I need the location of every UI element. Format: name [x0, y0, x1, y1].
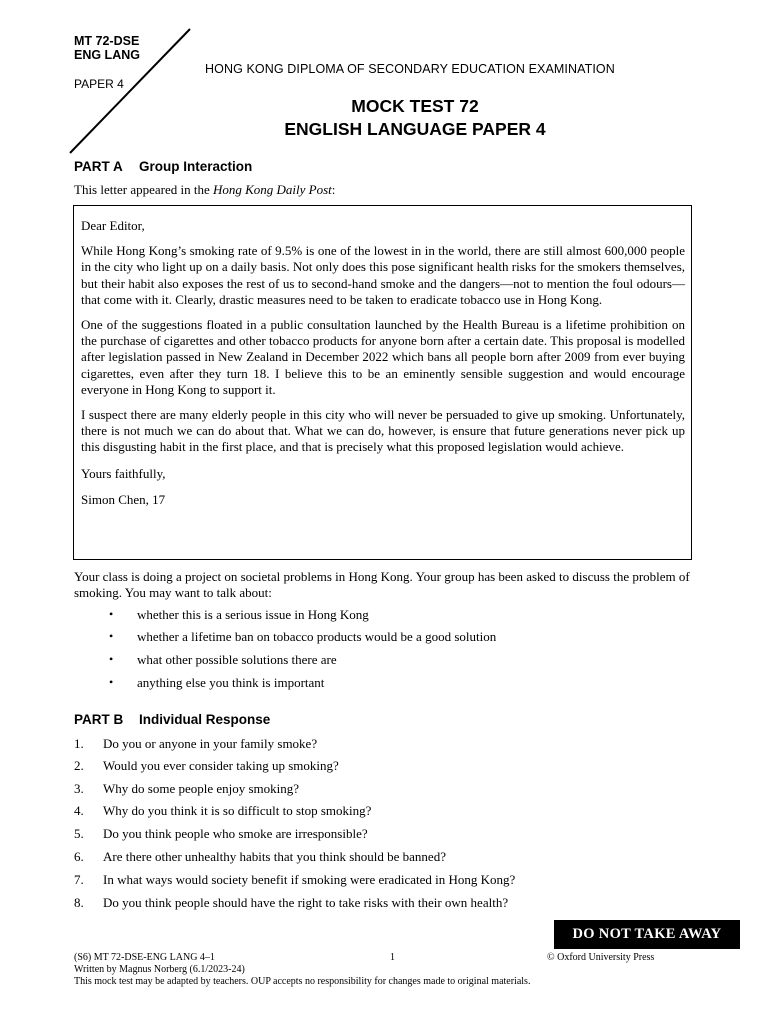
- exam-name: HONG KONG DIPLOMA OF SECONDARY EDUCATION EXAMINATION: [205, 62, 615, 76]
- letter-paragraph-1: While Hong Kong’s smoking rate of 9.5% is one of the lowest in in the world, there are still almost 600,000 people in the city who light up on a daily basis. Not only does this pose significant health risks for the smokers themselves, but their habit also exposes the rest of us to second-hand smoke and the dangers—not to mention the foul odours—that come with it. Clearly, drastic measures need to be taken to eradicate tobacco use in Hong Kong.: [81, 243, 685, 307]
- intro-prefix: This letter appeared in the: [74, 182, 213, 197]
- footer-author: Written by Magnus Norberg (6.1/2023-24): [74, 964, 245, 975]
- part-a-heading: [74, 159, 252, 174]
- question-text: Do you or anyone in your family smoke?: [103, 736, 318, 751]
- question-text: Why do some people enjoy smoking?: [103, 781, 300, 796]
- part-b-label: PART B: [74, 712, 124, 727]
- letter-closing: Yours faithfully,: [81, 465, 166, 481]
- part-a-title: Group Interaction: [139, 159, 253, 174]
- paper-code-line1: MT 72-DSE: [74, 34, 140, 48]
- footer-code: (S6) MT 72-DSE-ENG LANG 4–1: [74, 952, 215, 963]
- footer-copyright: © Oxford University Press: [547, 952, 655, 963]
- do-not-take-away-banner: DO NOT TAKE AWAY: [554, 920, 740, 949]
- part-b-heading: [74, 712, 270, 727]
- question-number: 7.: [74, 872, 84, 887]
- footer-disclaimer: This mock test may be adapted by teachers. OUP accepts no responsibility for changes made to original materials.: [74, 976, 531, 987]
- bullet-text: what other possible solutions there are: [137, 652, 337, 667]
- part-b-title: Individual Response: [139, 712, 271, 727]
- letter-salutation: Dear Editor,: [81, 218, 145, 233]
- question-number: 6.: [74, 849, 84, 864]
- question-number: 1.: [74, 736, 84, 751]
- question-text: Would you ever consider taking up smoking?: [103, 758, 339, 773]
- bullet-text: anything else you think is important: [137, 675, 325, 690]
- bullet-icon: •: [109, 675, 114, 689]
- bullet-text: whether this is a serious issue in Hong Kong: [137, 607, 369, 622]
- letter-paragraph-2: One of the suggestions floated in a public consultation launched by the Health Bureau is a lifetime prohibition on the purchase of cigarettes and other tobacco products for anyone born after a certain date. This proposal is modelled after legislation passed in New Zealand in December 2022 which bans all people born after 2009 from ever buying cigarettes, even after they turn 18. I believe this to be an eminently sensible suggestion and would encourage everyone in Hong Kong to support it.: [81, 317, 685, 397]
- letter-intro: [74, 182, 335, 198]
- task-description: Your class is doing a project on societal problems in Hong Kong. Your group has been asked to discuss the problem of smoking. You may want to talk about:: [74, 569, 690, 600]
- bullet-text: whether a lifetime ban on tobacco products would be a good solution: [137, 629, 497, 644]
- question-number: 2.: [74, 758, 84, 773]
- paper-code-line2: ENG LANG: [74, 48, 140, 62]
- title-line-1: MOCK TEST 72: [351, 96, 479, 116]
- corner-diagonal-line: [0, 0, 200, 160]
- question-number: 3.: [74, 781, 84, 796]
- bullet-icon: •: [109, 607, 114, 621]
- question-text: Why do you think it is so difficult to stop smoking?: [103, 803, 372, 818]
- part-a-label: PART A: [74, 159, 123, 174]
- bullet-icon: •: [109, 652, 114, 666]
- question-text: Are there other unhealthy habits that you think should be banned?: [103, 849, 446, 864]
- question-number: 8.: [74, 895, 84, 910]
- page-number: 1: [390, 952, 395, 963]
- letter-box: [73, 205, 692, 560]
- paper-number: PAPER 4: [74, 77, 124, 91]
- letter-signature: Simon Chen, 17: [81, 491, 166, 507]
- question-number: 4.: [74, 803, 84, 818]
- question-text: Do you think people should have the right to take risks with their own health?: [103, 895, 509, 910]
- question-number: 5.: [74, 826, 84, 841]
- question-text: Do you think people who smoke are irresponsible?: [103, 826, 368, 841]
- publication-name: Hong Kong Daily Post: [212, 182, 332, 197]
- title-line-2: ENGLISH LANGUAGE PAPER 4: [284, 119, 546, 139]
- page-title: [200, 95, 630, 141]
- letter-paragraph-3: I suspect there are many elderly people in this city who will never be persuaded to give up smoking. Unfortunately, there is not much we can do about that. What we can do, however, is ensure that future generations never pick up this disgusting habit in the first place, and that is precisely what this proposed legislation would achieve.: [81, 407, 685, 455]
- question-text: In what ways would society benefit if smoking were eradicated in Hong Kong?: [103, 872, 516, 887]
- bullet-icon: •: [109, 629, 114, 643]
- intro-suffix: :: [331, 182, 336, 197]
